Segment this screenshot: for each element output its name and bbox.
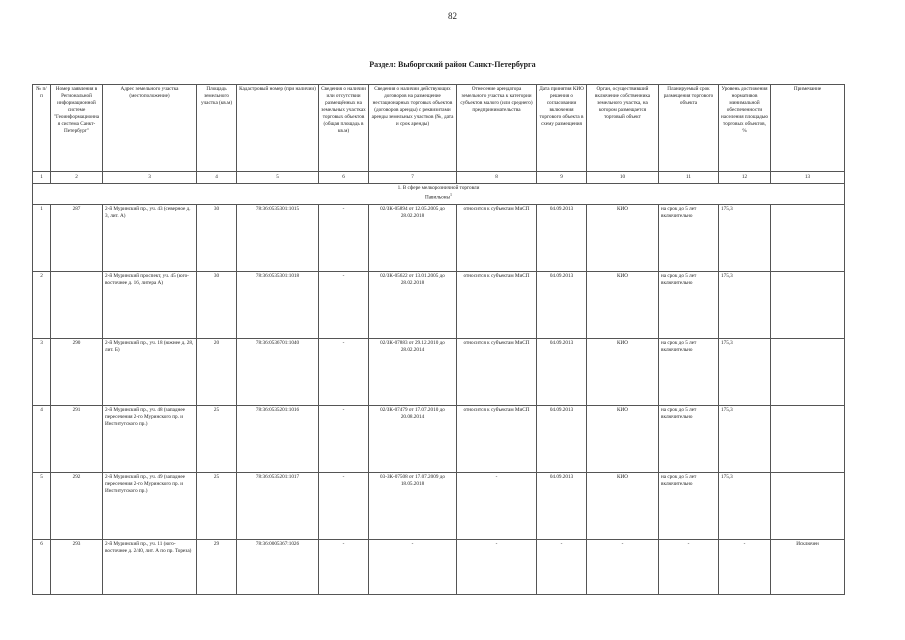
cell-decision-date: 04.09.2013 (537, 205, 587, 272)
cell-term: - (659, 540, 719, 595)
cell-contracts: 03-ЗК-07508 от 17.07.2009 до 18.05.2018 (369, 473, 457, 540)
cell-tenant-category: относится к субъектам МиСП (457, 406, 537, 473)
page-number: 82 (448, 11, 457, 21)
cell-note (771, 406, 845, 473)
cell-note: Исключен (771, 540, 845, 595)
cell-note (771, 473, 845, 540)
subsection-title: 1. В сфере мелкорозничной торговли (397, 185, 480, 191)
cell-authority: КИО (587, 406, 659, 473)
header-cell: Сведения о наличии или отсутствии размещённых на земельных участках торговых объектов (общая площадь в кв.м) (319, 85, 369, 172)
column-number: 10 (587, 172, 659, 184)
cell-cadastral-number: 78:36:0005367:1026 (237, 540, 319, 595)
header-row (33, 85, 845, 172)
cell-cadastral-number: 78:36:0535301:1015 (237, 205, 319, 272)
cell-cadastral-number: 78:36:0535201:1016 (237, 406, 319, 473)
column-number: 13 (771, 172, 845, 184)
table-row (33, 272, 845, 339)
cell-area: 29 (197, 540, 237, 595)
cell-area: 30 (197, 272, 237, 339)
column-number-row (33, 172, 845, 184)
column-number: 1 (33, 172, 51, 184)
cell-tenant-category: относится к субъектам МиСП (457, 272, 537, 339)
cell-address: 2-й Муринский пр., уч. 43 (северное д. 3, лит. А) (103, 205, 197, 272)
cell-authority: - (587, 540, 659, 595)
header-cell: Сведения о наличии действующих договоров на размещение нестационарных торговых объектов (договоров аренды) с реквизитами аренды земельных участков (№, дата и срок аренды) (369, 85, 457, 172)
cell-decision-date: 04.09.2013 (537, 339, 587, 406)
table-row (33, 339, 845, 406)
cell-tenant-category: относится к субъектам МиСП (457, 339, 537, 406)
cell-index: 2 (33, 272, 51, 339)
table-row (33, 540, 845, 595)
register-table (32, 84, 845, 595)
cell-note (771, 272, 845, 339)
header-cell: Адрес земельного участка (местоположение) (103, 85, 197, 172)
subsection-row (33, 184, 845, 205)
column-number: 9 (537, 172, 587, 184)
cell-tenant-category: - (457, 473, 537, 540)
column-number: 11 (659, 172, 719, 184)
cell-application-number (51, 272, 103, 339)
cell-contracts: 02/ЗК-07883 от 29.12.2010 до 28.02.2014 (369, 339, 457, 406)
cell-authority: КИО (587, 272, 659, 339)
column-number: 6 (319, 172, 369, 184)
cell-decision-date: 04.09.2013 (537, 473, 587, 540)
cell-term: на срок до 5 лет включительно (659, 272, 719, 339)
cell-term: на срок до 5 лет включительно (659, 339, 719, 406)
cell-existing-objects: - (319, 406, 369, 473)
cell-decision-date: 04.09.2013 (537, 272, 587, 339)
cell-term: на срок до 5 лет включительно (659, 473, 719, 540)
column-number: 7 (369, 172, 457, 184)
cell-index: 5 (33, 473, 51, 540)
cell-existing-objects: - (319, 272, 369, 339)
column-number: 4 (197, 172, 237, 184)
cell-address: 2-й Муринский пр., уч. 18 (южнее д. 28, лит. Б) (103, 339, 197, 406)
cell-application-number: 290 (51, 339, 103, 406)
cell-standard-level: 175,3 (719, 339, 771, 406)
header-cell: Примечание (771, 85, 845, 172)
cell-contracts: 02/ЗК-05622 от 13.01.2005 до 28.02.2018 (369, 272, 457, 339)
header-cell: Уровень достижения нормативов минимальной обеспеченности населения площадью торговых объектов, % (719, 85, 771, 172)
table-row (33, 406, 845, 473)
section-title: Раздел: Выборгский район Санкт-Петербурга (369, 60, 536, 69)
column-number: 5 (237, 172, 319, 184)
header-cell: Площадь земельного участка (кв.м) (197, 85, 237, 172)
cell-authority: КИО (587, 205, 659, 272)
cell-address: 2-й Муринский проспект, уч. 45 (юго-восточнее д. 16, литера А) (103, 272, 197, 339)
cell-address: 2-й Муринский пр., уч. 11 (юго-восточнее д. 2/40, лит. А по пр. Тореза) (103, 540, 197, 595)
cell-cadastral-number: 78:36:0535301:1018 (237, 272, 319, 339)
footnote-mark: 1 (450, 192, 453, 198)
cell-standard-level: - (719, 540, 771, 595)
cell-area: 30 (197, 205, 237, 272)
cell-application-number: 292 (51, 473, 103, 540)
cell-tenant-category: - (457, 540, 537, 595)
cell-contracts: 02/ЗК-05894 от 12.05.2005 до 28.02.2018 (369, 205, 457, 272)
cell-authority: КИО (587, 473, 659, 540)
cell-application-number: 287 (51, 205, 103, 272)
cell-index: 4 (33, 406, 51, 473)
cell-index: 3 (33, 339, 51, 406)
cell-application-number: 293 (51, 540, 103, 595)
cell-term: на срок до 5 лет включительно (659, 406, 719, 473)
table-row (33, 473, 845, 540)
cell-cadastral-number: 78:36:0536701:1040 (237, 339, 319, 406)
header-cell: Номер заявления в Региональной информационной системе "Геоинформационная система Санкт-Петербург" (51, 85, 103, 172)
header-cell: Дата принятия КИО решения о согласовании включения торгового объекта в схему размещения (537, 85, 587, 172)
cell-index: 6 (33, 540, 51, 595)
cell-standard-level: 175,3 (719, 473, 771, 540)
column-number: 12 (719, 172, 771, 184)
cell-area: 20 (197, 339, 237, 406)
cell-note (771, 205, 845, 272)
cell-application-number: 291 (51, 406, 103, 473)
cell-area: 25 (197, 473, 237, 540)
cell-decision-date: 04.09.2013 (537, 406, 587, 473)
cell-term: на срок до 5 лет включительно (659, 205, 719, 272)
cell-authority: КИО (587, 339, 659, 406)
cell-note (771, 339, 845, 406)
cell-existing-objects: - (319, 540, 369, 595)
cell-decision-date: - (537, 540, 587, 595)
cell-address: 2-й Муринский пр., уч. 49 (западнее пересечения 2-го Муринского пр. и Институтского пр.) (103, 473, 197, 540)
header-cell: Отнесение арендатора земельного участка к категории субъектов малого (или среднего) предпринимательства (457, 85, 537, 172)
cell-standard-level: 175,3 (719, 205, 771, 272)
header-cell: Кадастровый номер (при наличии) (237, 85, 319, 172)
header-cell: Орган, осуществивший включение собственника земельного участка, на котором размещается торговый объект (587, 85, 659, 172)
cell-tenant-category: относится к субъектам МиСП (457, 205, 537, 272)
cell-area: 25 (197, 406, 237, 473)
column-number: 8 (457, 172, 537, 184)
cell-standard-level: 175,3 (719, 406, 771, 473)
column-number: 2 (51, 172, 103, 184)
cell-contracts: - (369, 540, 457, 595)
column-number: 3 (103, 172, 197, 184)
cell-standard-level: 175,3 (719, 272, 771, 339)
cell-contracts: 02/ЗК-07479 от 17.07.2010 до 20.08.2014 (369, 406, 457, 473)
cell-existing-objects: - (319, 473, 369, 540)
subsection-subtitle: Павильоны$^1$ (424, 192, 453, 201)
cell-existing-objects: - (319, 205, 369, 272)
header-cell: № п/п (33, 85, 51, 172)
cell-address: 2-й Муринский пр., уч. 48 (западнее пересечения 2-го Муринского пр. и Институтского пр.) (103, 406, 197, 473)
cell-cadastral-number: 78:36:0535201:1017 (237, 473, 319, 540)
header-cell: Планируемый срок размещения торгового объекта (659, 85, 719, 172)
subsection-heading (33, 184, 845, 205)
cell-index: 1 (33, 205, 51, 272)
table-row (33, 205, 845, 272)
cell-existing-objects: - (319, 339, 369, 406)
